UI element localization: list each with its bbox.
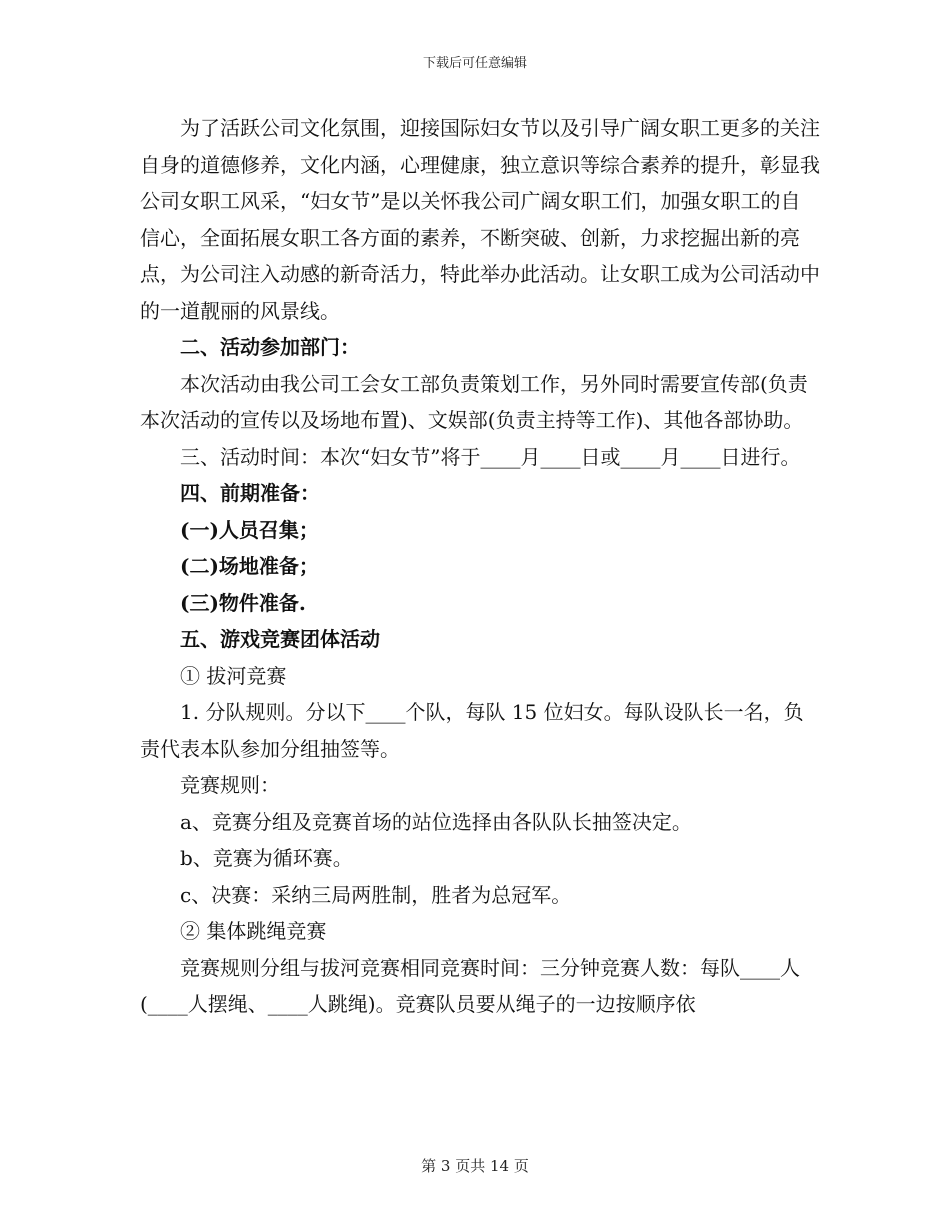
paragraph-intro: 为了活跃公司文化氛围，迎接国际妇女节以及引导广阔女职工更多的关注自身的道德修养，文化内涵，心理健康，独立意识等综合素养的提升，彰显我公司女职工风采，“妇女节”是以关怀我公司广阔女职工们，加强女职工的自信心，全面拓展女职工各方面的素养，不断突破、创新，力求挖掘出新的亮点，为公司注入动感的新奇活力，特此举办此活动。让女职工成为公司活动中的一道靓丽的风景线。 [140, 116, 820, 323]
game-heading-jump-rope: ② 集体跳绳竞赛 [180, 919, 327, 943]
document-body [140, 110, 820, 1023]
label-competition-rules: 竞赛规则： [180, 773, 280, 797]
rule-c: c、决赛：采纳三局两胜制，胜者为总冠军。 [180, 882, 572, 907]
section-heading-games: 五、游戏竞赛团体活动 [180, 627, 380, 651]
prep-item-people: (一)人员召集； [180, 517, 319, 542]
paragraph-jump-rope-rules: 竞赛规则分组与拔河竞赛相同竞赛时间：三分钟竞赛人数：每队____人(____人摆绳、____人跳绳)。竞赛队员要从绳子的一边按顺序依 [140, 955, 800, 1016]
paragraph-team-rules: 1. 分队规则。分以下____个队，每队 15 位妇女。每队设队长一名，负责代表本队参加分组抽签等。 [140, 700, 804, 761]
paragraph-departments: 本次活动由我公司工会女工部负责策划工作，另外同时需要宣传部(负责本次活动的宣传以及场地布置)、文娱部(负责主持等工作)、其他各部协助。 [140, 371, 808, 432]
section-heading-preparation: 四、前期准备： [180, 481, 320, 505]
prep-item-materials: (三)物件准备. [180, 590, 306, 615]
page-footer: 第 3 页共 14 页 [421, 1157, 529, 1175]
page-header: 下载后可任意编辑 [422, 56, 527, 71]
section-heading-departments: 二、活动参加部门： [180, 335, 360, 359]
paragraph-time: 三、活动时间：本次“妇女节”将于____月____日或____月____日进行。 [180, 444, 801, 469]
rule-a: a、竞赛分组及竞赛首场的站位选择由各队队长抽签决定。 [180, 809, 692, 834]
rule-b: b、竞赛为循环赛。 [180, 846, 353, 870]
game-heading-tug-of-war: ① 拔河竞赛 [180, 663, 287, 688]
prep-item-venue: (二)场地准备； [180, 554, 319, 578]
